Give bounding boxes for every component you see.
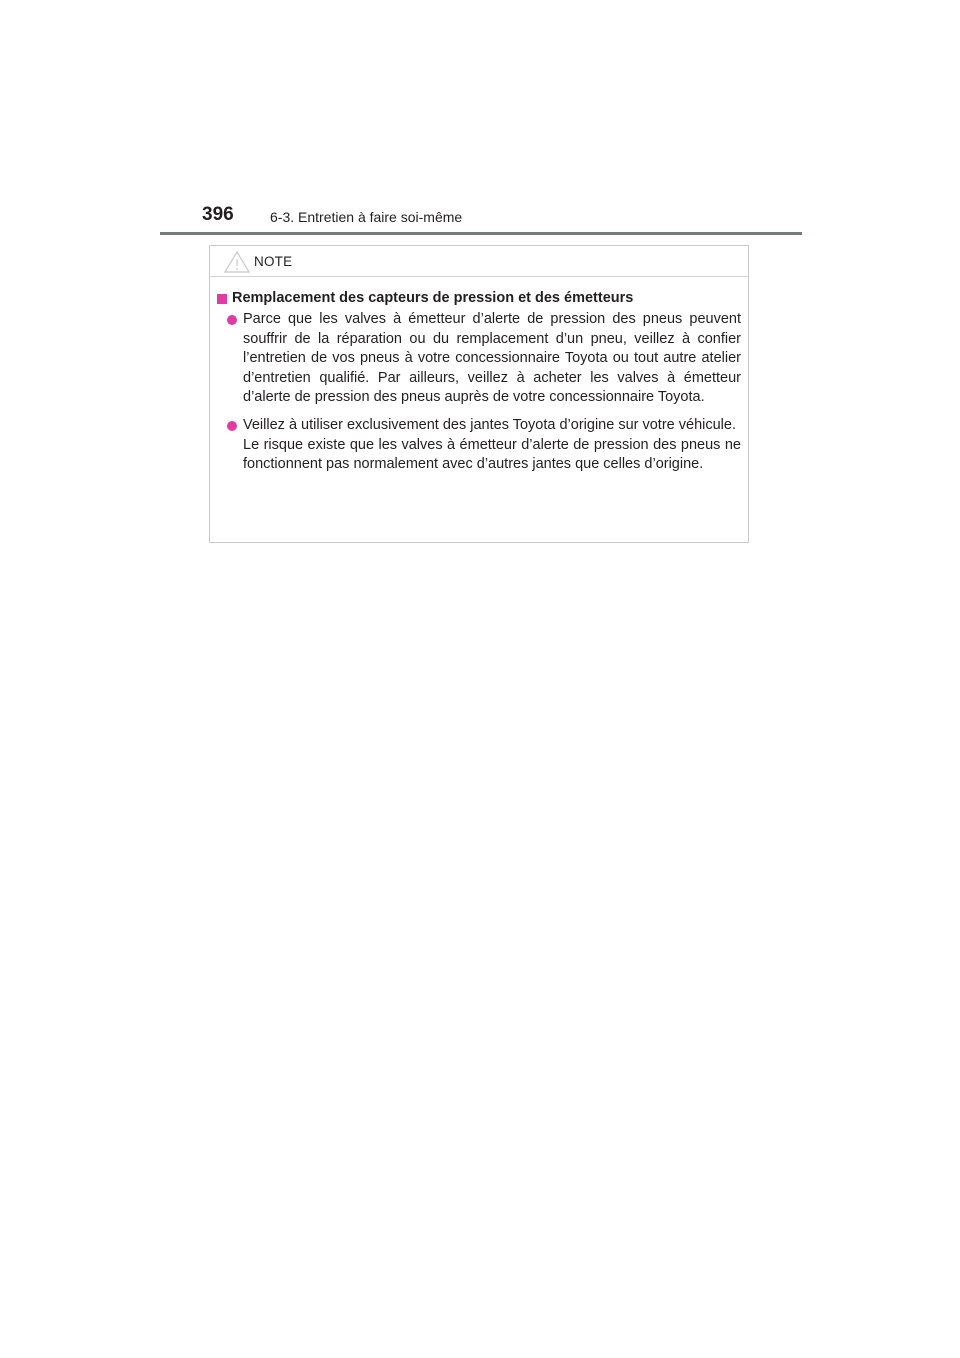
list-item-text: Le risque existe que les valves à émetteur d’alerte de pression des pneus ne fonctionnent pas normalement avec d’autres jantes que celles d’origine.: [243, 436, 741, 473]
page-number: 396: [202, 204, 234, 225]
page-header: [160, 204, 802, 236]
note-subheading: [217, 289, 741, 308]
round-bullet-icon: [227, 315, 237, 325]
header-rule: [160, 232, 802, 235]
note-body: [210, 277, 748, 475]
note-box: [209, 245, 749, 543]
list-item: [217, 416, 741, 475]
list-item-text: Parce que les valves à émetteur d’alerte de pression des pneus peuvent souffrir de la réparation ou du remplacement d’un pneu, veillez à confier l’entretien de vos pneus à votre concessionnaire Toyota ou tout autre atelier d’entretien qualifié. Par ailleurs, veillez à acheter les valves à émetteur d’alerte de pression des pneus auprès de votre concessionnaire Toyota.: [243, 311, 741, 406]
note-label: NOTE: [254, 254, 293, 269]
note-subheading-text: Remplacement des capteurs de pression et des émetteurs: [232, 290, 634, 306]
list-item: [217, 310, 741, 408]
round-bullet-icon: [227, 421, 237, 431]
square-bullet-icon: [217, 294, 227, 304]
warning-triangle-icon: [224, 251, 250, 273]
note-header: [210, 246, 748, 277]
section-title: 6-3. Entretien à faire soi-même: [270, 209, 463, 225]
list-item-text: Veillez à utiliser exclusivement des jantes Toyota d’origine sur votre véhicule.: [243, 416, 736, 433]
